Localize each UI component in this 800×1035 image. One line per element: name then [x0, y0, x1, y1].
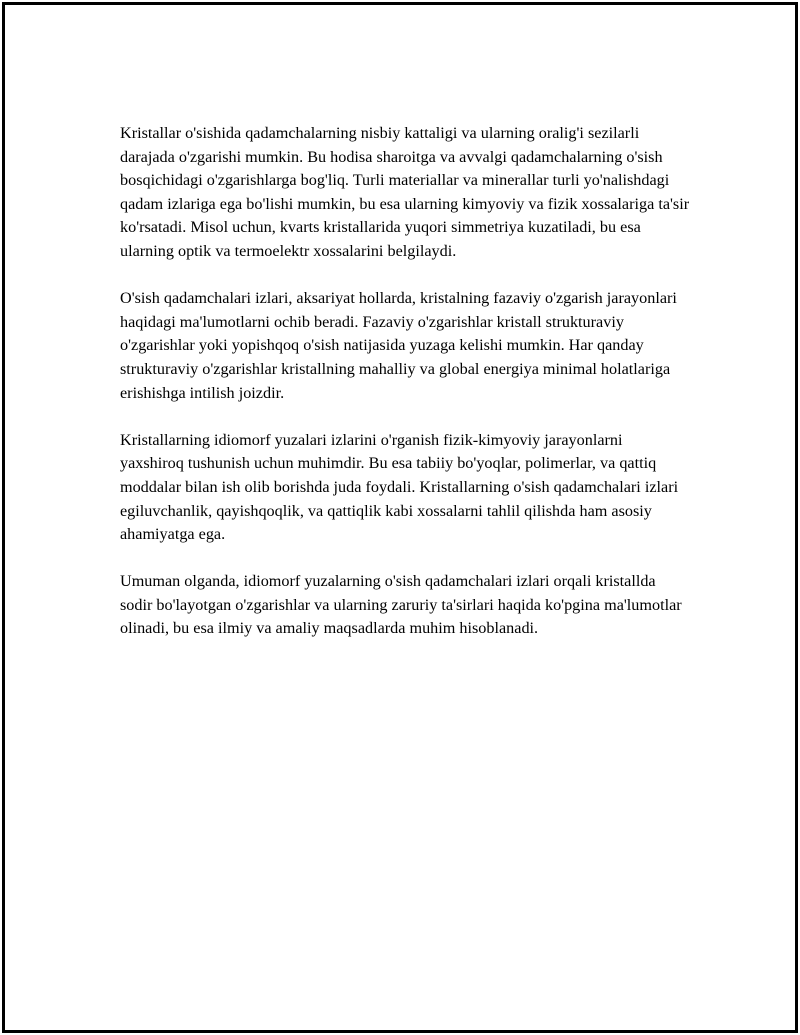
- page-frame: [2, 2, 798, 1033]
- paragraph-4: Umuman olganda, idiomorf yuzalarning o'sish qadamchalari izlari orqali kristalldа sodir bo'layotgan o'zgarishlar va ularning zaruriy ta'sirlari haqida ko'pgina ma'lumotlar olinadi, bu esa ilmiy va amaliy maqsadlarda muhim hisoblanadi.: [120, 572, 682, 638]
- paragraph-1: Kristallar o'sishida qadamchalarning nisbiy kattaligi va ularning oralig'i sezilarli darajada o'zgarishi mumkin. Bu hodisa sharoitga va avvalgi qadamchalarning o'sish bosqichidagi o'zgarishlarga bog'liq. Turli materiallar va minerallar turli yo'nalishdagi qadam izlariga ega bo'lishi mumkin, bu esa ularning kimyoviy va fizik xossalariga ta'sir ko'rsatadi. Misol uchun, kvarts kristallarida yuqori simmetriya kuzatiladi, bu esa ularning optik va termoelektr xossalarini belgilaydi.: [120, 124, 690, 260]
- paragraph-2: O'sish qadamchalari izlari, aksariyat hollarda, kristalning fazaviy o'zgarish jarayonlari haqidagi ma'lumotlarni ochib beradi. Fazaviy o'zgarishlar kristall strukturaviy o'zgarishlar yoki yopishqoq o'sish natijasida yuzaga kelishi mumkin. Har qanday strukturaviy o'zgarishlar kristallning mahalliy va global energiya minimal holatlariga erishishga intilish joizdir.: [120, 289, 677, 402]
- paragraph-3: Kristallarning idiomorf yuzalari izlarini o'rganish fizik-kimyoviy jarayonlarni yaxshiroq tushunish uchun muhimdir. Bu esa tabiiy bo'yoqlar, polimerlar, va qattiq moddalar bilan ish olib borishda juda foydali. Kristallarning o'sish qadamchalari izlari egiluvchanlik, qayishqoqlik, va qattiqlik kabi xossalarni tahlil qilishda ham asosiy ahamiyatga ega.: [120, 430, 679, 544]
- document-body: [120, 122, 690, 665]
